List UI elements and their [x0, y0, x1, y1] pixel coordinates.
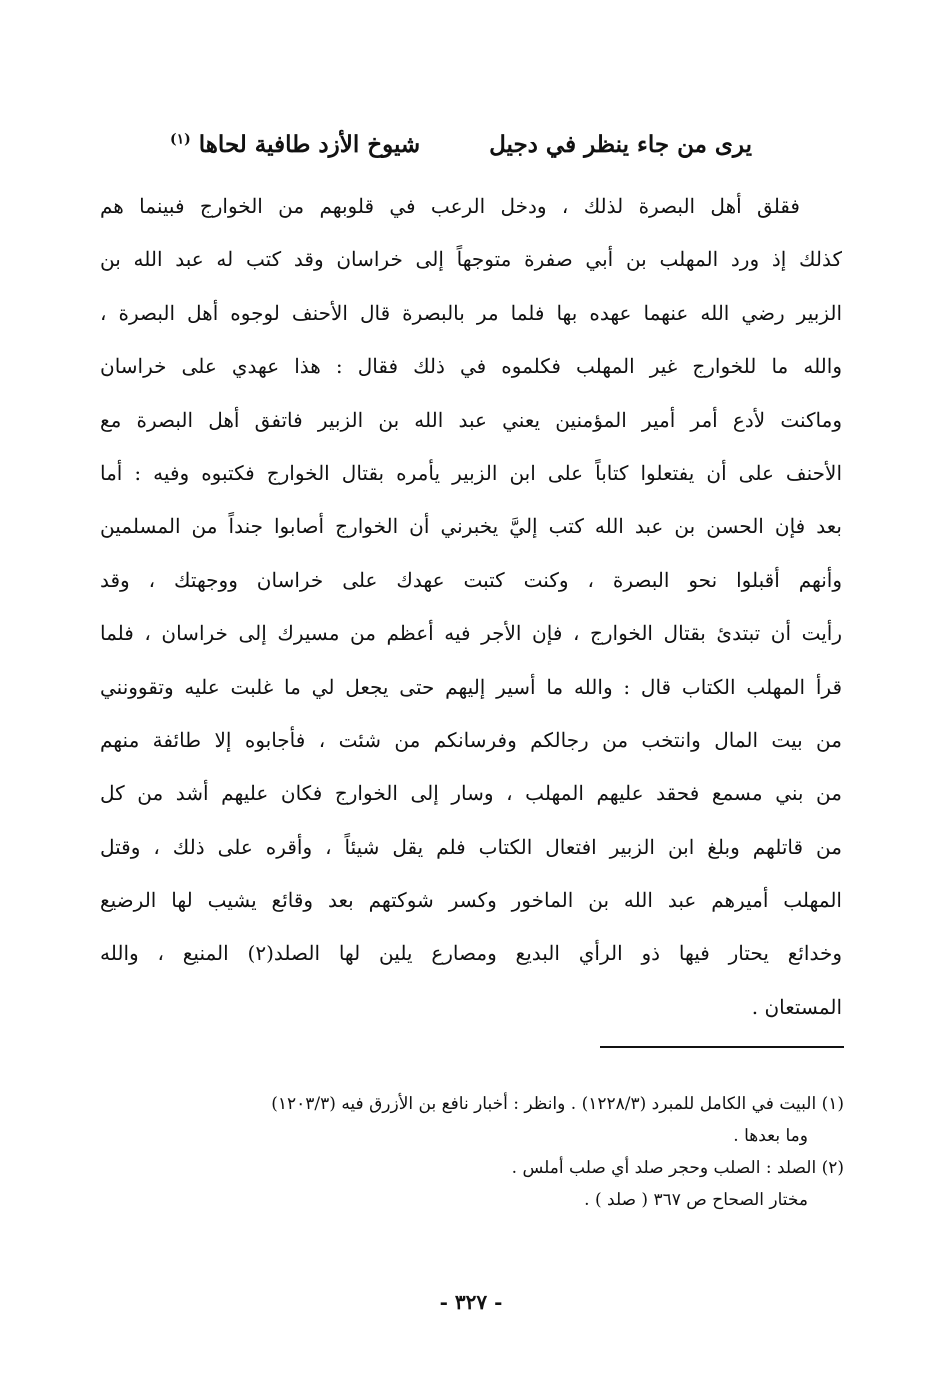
verse-hemistich-left	[170, 131, 420, 158]
footnotes-section	[130, 1088, 844, 1216]
page-number: - ٣٢٧ -	[439, 1290, 503, 1314]
footnote-2-line-1: (٢) الصلد : الصلب وحجر صلد أي صلب أملس .	[511, 1158, 844, 1178]
paragraph-line-10: قرأ المهلب الكتاب قال : والله ما أسير إليهم حتى يجعل لي ما غلبت عليه وتقوونني	[100, 674, 842, 699]
paragraph-line-11: من بيت المال وانتخب من رجالكم وفرسانكم من شئت ، فأجابوه إلا طائفة منهم	[100, 727, 842, 752]
paragraph-line-4: والله ما للخوارج غير المهلب فكلموه في ذلك فقال : هذا عهدي على خراسان	[100, 354, 842, 379]
footnote-1-line-2: وما بعدها .	[733, 1126, 808, 1146]
paragraph-line-2: كذلك إذ ورد المهلب بن أبي صفرة متوجهاً إلى خراسان وقد كتب له عبد الله بن	[100, 247, 842, 272]
paragraph-line-8: وأنهم أقبلوا نحو البصرة ، وكنت كتبت عهدك على خراسان ووجهتك ، وقد	[100, 567, 842, 592]
paragraph-line-7: بعد فإن الحسن بن عبد الله كتب إليَّ يخبرني أن الخوارج أصابوا جنداً من المسلمين	[100, 514, 842, 539]
paragraph-line-5: وماكنت لأدع أمر أمير المؤمنين يعني عبد الله بن الزبير فاتفق أهل البصرة مع	[100, 407, 842, 432]
verse-footnote-marker: (١)	[170, 130, 191, 147]
paragraph-line-9: رأيت أن تبتدئ بقتال الخوارج ، فإن الأجر فيه أعظم من مسيرك إلى خراسان ، فلما	[100, 621, 842, 646]
paragraph-line-15: وخدائع يحتار فيها ذو الرأي البديع ومصارع يلين لها الصلد(٢) المنيع ، والله	[100, 941, 842, 966]
main-paragraph	[100, 180, 842, 1034]
footnote-divider	[600, 1046, 844, 1048]
paragraph-line-14: المهلب أميرهم عبد الله بن الماخور وكسر شوكتهم بعد وقائع يشيب لها الرضيع	[100, 888, 842, 913]
paragraph-line-6: الأحنف على أن يفتعلوا كتاباً على ابن الزبير يأمره بقتال الخوارج فكتبوه وفيه : أما	[100, 460, 842, 485]
footnote-1-line-1: (١) البيت في الكامل للمبرد (١٢٢٨/٣) . وانظر : أخبار نافع بن الأزرق فيه (١٢٠٣/٣)	[271, 1094, 844, 1114]
paragraph-line-12: من بني مسمع فحقد عليهم المهلب ، وسار إلى الخوارج فكان عليهم أشد من كل	[100, 781, 842, 806]
paragraph-line-1: فقلق أهل البصرة لذلك ، ودخل الرعب في قلوبهم من الخوارج فبينما هم	[100, 194, 800, 218]
verse-hemistich-right-text: يرى من جاء ينظر في دجيل	[489, 130, 752, 158]
paragraph-line-3: الزبير رضي الله عنهما عهده بها فلما مر بالبصرة قال الأحنف لوجوه أهل البصرة ،	[100, 300, 842, 325]
poem-verse	[170, 124, 752, 164]
verse-hemistich-left-text: شيوخ الأزد طافية لحاها	[198, 130, 421, 158]
verse-hemistich-right	[489, 131, 752, 158]
paragraph-line-13: من قاتلهم وبلغ ابن الزبير افتعال الكتاب فلم يقل شيئاً ، وأقره على ذلك ، وقتل	[100, 834, 842, 859]
paragraph-line-16: المستعان .	[751, 994, 842, 1019]
footnote-2-line-2: مختار الصحاح ص ٣٦٧ ( صلد ) .	[584, 1190, 808, 1210]
